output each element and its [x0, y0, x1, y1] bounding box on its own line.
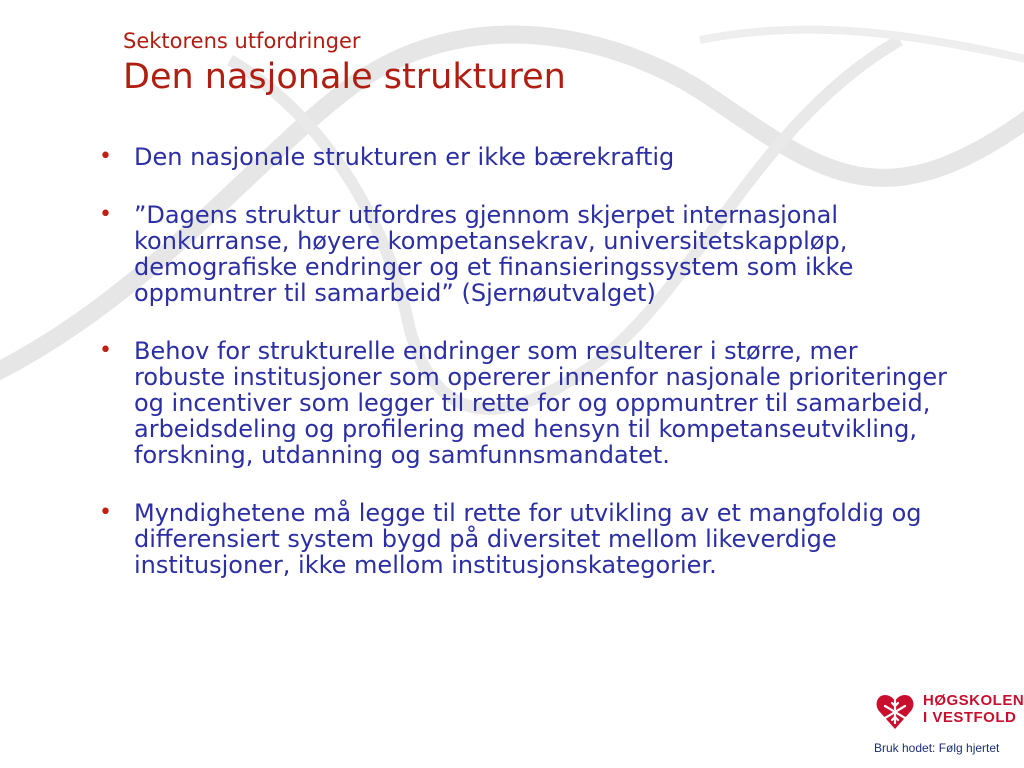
bullet-marker: •	[99, 500, 112, 525]
bullet-text: Behov for strukturelle endringer som resulterer i større, mer robuste institusjoner som opererer innenfor nasjonale prioriteringer og incentiver som legger til rette for og oppmuntrer til samarbeid, arbeidsdeling og profilering med hensyn til kompetanseutvikling, forskning, utdanning og samfunnsmandatet.	[134, 337, 947, 469]
hive-logo	[873, 689, 1024, 764]
logo-text-line1: HØGSKOLEN	[923, 692, 1024, 709]
bullet-item	[97, 202, 947, 306]
slide-subtitle: Sektorens utfordringer	[123, 29, 361, 53]
bullet-marker: •	[99, 144, 112, 169]
bullet-text: Den nasjonale strukturen er ikke bærekraftig	[134, 143, 675, 171]
slide-title: Den nasjonale strukturen	[123, 57, 566, 97]
bullet-item	[97, 338, 947, 468]
bullet-text: ”Dagens struktur utfordres gjennom skjerpet internasjonal konkurranse, høyere kompetansekrav, universitetskappløp, demografiske endringer og et finansieringssystem som ikke oppmuntrer til samarbeid” (Sjernøutvalget)	[134, 201, 854, 307]
logo-text-line2: I VESTFOLD	[923, 709, 1017, 726]
bullet-item	[97, 500, 947, 578]
bullet-text: Myndighetene må legge til rette for utvikling av et mangfoldig og differensiert system bygd på diversitet mellom likeverdige institusjoner, ikke mellom institusjonskategorier.	[134, 499, 922, 579]
bullet-item	[97, 144, 947, 170]
bullet-marker: •	[99, 338, 112, 363]
bullet-list	[97, 144, 947, 610]
snowflake-heart-icon	[873, 689, 917, 733]
logo-slogan: Bruk hodet: Følg hjertet	[874, 741, 1000, 755]
bullet-marker: •	[99, 202, 112, 227]
